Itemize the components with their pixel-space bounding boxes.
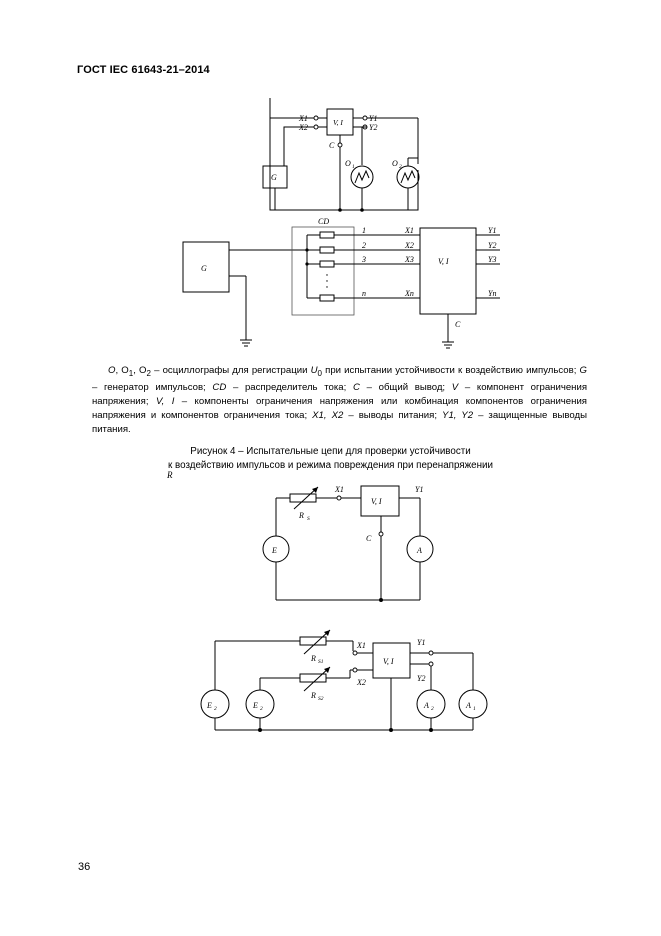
label-4-y2: Y2 [417,674,426,683]
label-y1: Y1 [369,114,378,123]
ammeter-a2 [417,690,445,718]
label-4-a1-sub: 1 [473,706,476,712]
label-3-x1: X1 [335,485,344,494]
label-4-rs2: R [311,691,316,700]
label-g2: G [201,264,207,273]
label-4-x2: X2 [357,678,366,687]
label-g: G [271,173,277,182]
label-o1-sub: 1 [352,164,355,170]
label-3-vi: V, I [371,497,382,506]
diagram-3-failure-mode-circuit [263,485,433,602]
label-4-rs1-sub: S1 [318,659,324,665]
label-3-c: C [366,534,372,543]
vi-block-2 [420,228,476,314]
source-e2 [246,690,274,718]
label-4-y1: Y1 [417,638,426,647]
label-4-rs2-sub: S2 [318,696,324,702]
label-3-y1: Y1 [415,485,424,494]
label-4-vi: V, I [383,657,394,666]
label-2-yn: Yn [488,289,497,298]
label-4-e1-sub: 2 [214,706,217,712]
label-4-x1: X1 [357,641,366,650]
label-4-rs1: R [311,654,316,663]
label-4-a2: A [424,701,429,710]
current-distributor-box [292,227,354,315]
document-header: ГОСТ IEC 61643-21–2014 [77,64,210,76]
label-4-e2-sub: 2 [260,706,263,712]
figure-caption-line-1: Рисунок 4 – Испытательные цепи для проверки устойчивости [190,446,471,457]
label-x2: X2 [299,123,308,132]
label-2-x3: X3 [405,255,414,264]
label-2-vi: V, I [438,257,449,266]
figure-caption-line-2: к воздействию импульсов и режима повреждения при перенапряжении [168,460,493,471]
label-cd: CD [318,217,330,226]
label-c: C [329,141,335,150]
label-o1: O [345,159,351,168]
label-2-c: C [455,320,461,329]
label-n3: 3 [362,255,366,264]
variable-resistor-rs1 [300,637,326,645]
diagram-4-dual-source-circuit [201,630,487,732]
label-3-a: A [417,546,422,555]
diagram-1-surge-circuit [263,98,419,212]
label-2-x1: X1 [405,226,414,235]
label-4-a2-sub: 2 [431,706,434,712]
diagram-2-current-distributor-circuit [183,217,500,348]
label-3-e: E [272,546,277,555]
label-2-y1: Y1 [488,226,497,235]
figure-legend: O, $O_1$, $O_2$ – осциллографы для регистрации $U_0$ при испытании устойчивости к воздействию импульсов; G – генератор импульсов; CD – распределитель тока; C – общий вывод; V – компонент ограничения напряжения; V, I – компоненты ограничения напряжения или комбинация компонентов ограничения напряжения и компонентов ограничения тока; X1, X2 – выводы питания; Y1, Y2 – защищенные выводы питания. [92,365,588,435]
stray-r-letter: R [167,470,173,480]
label-n2: 2 [362,241,366,250]
label-4-e1: E [207,701,212,710]
label-2-xn: Xn [405,289,414,298]
label-3-rs-sub: S [307,516,310,522]
label-4-a1: A [466,701,471,710]
label-o2-sub: 2 [399,164,402,170]
source-e1 [201,690,229,718]
label-n1: 1 [362,226,366,235]
label-x1: X1 [299,114,308,123]
label-2-x2: X2 [405,241,414,250]
label-o2: O [392,159,398,168]
label-2-y2: Y2 [488,241,497,250]
label-2-y3: Y3 [488,255,497,264]
label-vi: V, I [333,118,343,127]
label-4-e2: E [253,701,258,710]
label-y2: Y2 [369,123,378,132]
label-3-rs: R [299,511,304,520]
page-number: 36 [78,861,91,873]
variable-resistor-rs2 [300,674,326,682]
ammeter-a1 [459,690,487,718]
label-nn: n [362,289,366,298]
